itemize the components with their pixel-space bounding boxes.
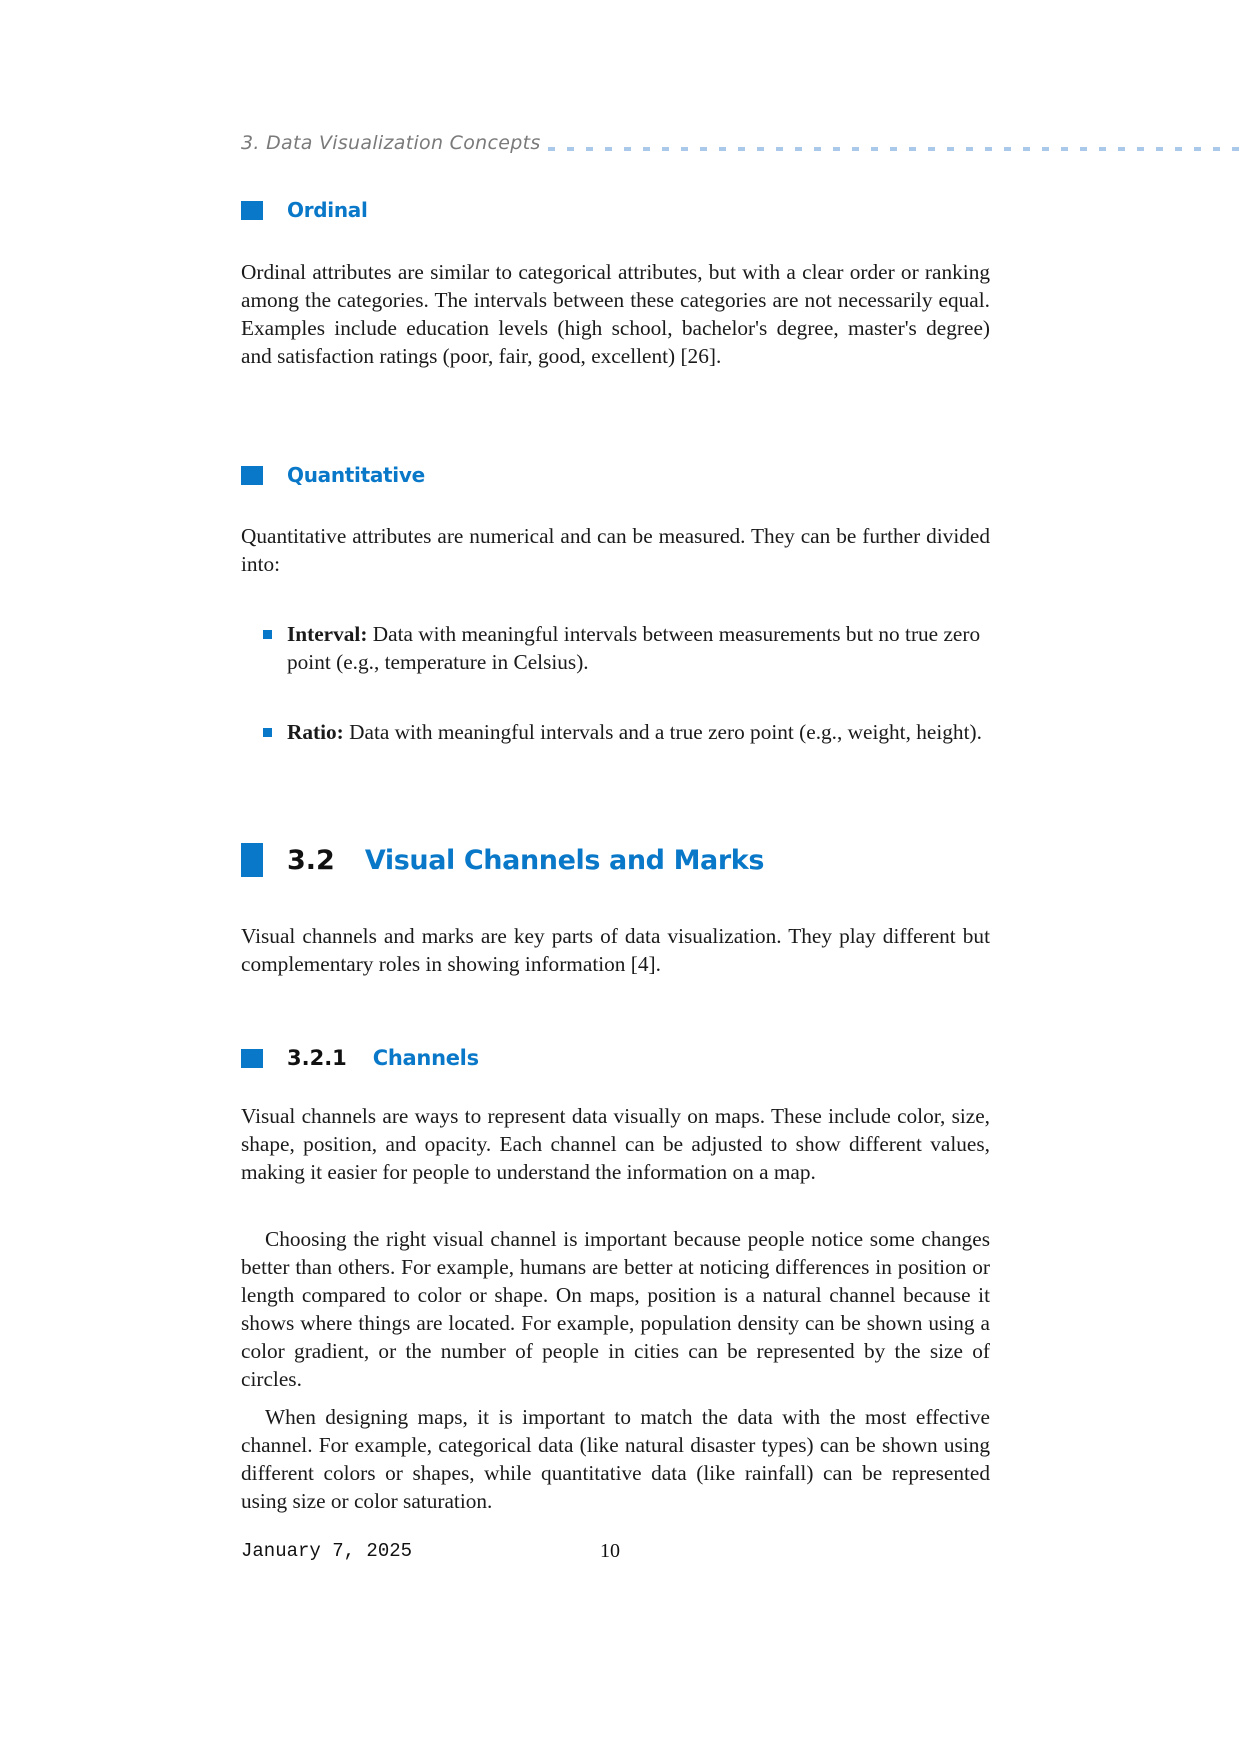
header-dot <box>1137 147 1144 151</box>
header-dot <box>985 147 992 151</box>
heading-square-icon <box>241 201 263 220</box>
list-item-interval <box>263 620 990 676</box>
header-dot <box>814 147 821 151</box>
header-dot <box>776 147 783 151</box>
subsection-heading-3-2-1 <box>241 1046 479 1070</box>
bullet-square-icon <box>263 728 272 737</box>
header-dot <box>1118 147 1125 151</box>
header-dot <box>871 147 878 151</box>
header-dotted-rule <box>548 141 1240 151</box>
footer-date: January 7, 2025 <box>241 1540 413 1562</box>
page-number: 10 <box>600 1540 620 1562</box>
header-dot <box>738 147 745 151</box>
header-dot <box>1232 147 1239 151</box>
header-dot <box>852 147 859 151</box>
header-dot <box>1213 147 1220 151</box>
header-dot <box>548 147 555 151</box>
header-dot <box>947 147 954 151</box>
header-dot <box>1099 147 1106 151</box>
quantitative-paragraph: Quantitative attributes are numerical and can be measured. They can be further divided into: <box>241 524 990 576</box>
bullet-text: Data with meaningful intervals between measurements but no true zero point (e.g., temperature in Celsius). <box>287 622 981 674</box>
header-dot <box>795 147 802 151</box>
header-dot <box>1061 147 1068 151</box>
header-dot <box>1080 147 1087 151</box>
list-item-ratio <box>263 718 990 746</box>
header-dot <box>909 147 916 151</box>
section-number: 3.2 <box>287 844 335 876</box>
bullet-square-icon <box>263 630 272 639</box>
header-dot <box>605 147 612 151</box>
section-title: Visual Channels and Marks <box>364 844 765 876</box>
subsection-title: Channels <box>372 1046 479 1070</box>
bullet-term: Ratio: <box>287 720 344 744</box>
channels-paragraph-1: Visual channels are ways to represent data visually on maps. These include color, size, shape, position, and opacity. Each channel can be adjusted to show different values, making it easier for people to understand the information on a map. <box>241 1104 990 1184</box>
header-dot <box>567 147 574 151</box>
heading-square-icon <box>241 843 263 877</box>
header-dot <box>1156 147 1163 151</box>
header-dot <box>1004 147 1011 151</box>
heading-square-icon <box>241 466 263 485</box>
heading-title: Quantitative <box>287 463 425 487</box>
channels-paragraph-3: When designing maps, it is important to match the data with the most effective channel. For example, categorical data (like natural disaster types) can be shown using different colors or shapes, while quantitative data (like rainfall) can be represented using size or color saturation. <box>241 1405 990 1513</box>
section-heading-3-2 <box>241 843 764 877</box>
heading-title: Ordinal <box>287 198 368 222</box>
header-dot <box>1023 147 1030 151</box>
header-dot <box>719 147 726 151</box>
heading-square-icon <box>241 1049 263 1068</box>
header-dot <box>586 147 593 151</box>
running-header <box>241 128 541 158</box>
header-dot <box>1194 147 1201 151</box>
header-dot <box>966 147 973 151</box>
header-dot <box>890 147 897 151</box>
header-dot <box>1175 147 1182 151</box>
header-dot <box>928 147 935 151</box>
header-dot <box>833 147 840 151</box>
ordinal-paragraph: Ordinal attributes are similar to categorical attributes, but with a clear order or ranking among the categories. The intervals between these categories are not necessarily equal. Examples include education levels (high school, bachelor's degree, master's degree) and satisfaction ratings (poor, fair, good, excellent) [26]. <box>241 260 990 368</box>
header-dot <box>757 147 764 151</box>
header-dot <box>681 147 688 151</box>
header-dot <box>700 147 707 151</box>
subsection-number: 3.2.1 <box>287 1046 347 1070</box>
bullet-text: Data with meaningful intervals and a true zero point (e.g., weight, height). <box>343 720 982 744</box>
header-dot <box>662 147 669 151</box>
running-header-title: 3. Data Visualization Concepts <box>241 132 541 154</box>
header-dot <box>1042 147 1049 151</box>
header-dot <box>624 147 631 151</box>
bullet-term: Interval: <box>287 622 368 646</box>
subsection-heading-quantitative <box>241 463 425 487</box>
channels-paragraph-2: Choosing the right visual channel is important because people notice some changes better than others. For example, humans are better at noticing differences in position or length compared to color or shape. On maps, position is a natural channel because it shows where things are located. For example, population density can be shown using a color gradient, or the number of people in cities can be represented by the size of circles. <box>241 1227 990 1391</box>
subsection-heading-ordinal <box>241 198 368 222</box>
header-dot <box>643 147 650 151</box>
visual-channels-paragraph: Visual channels and marks are key parts of data visualization. They play different but complementary roles in showing information [4]. <box>241 924 990 976</box>
